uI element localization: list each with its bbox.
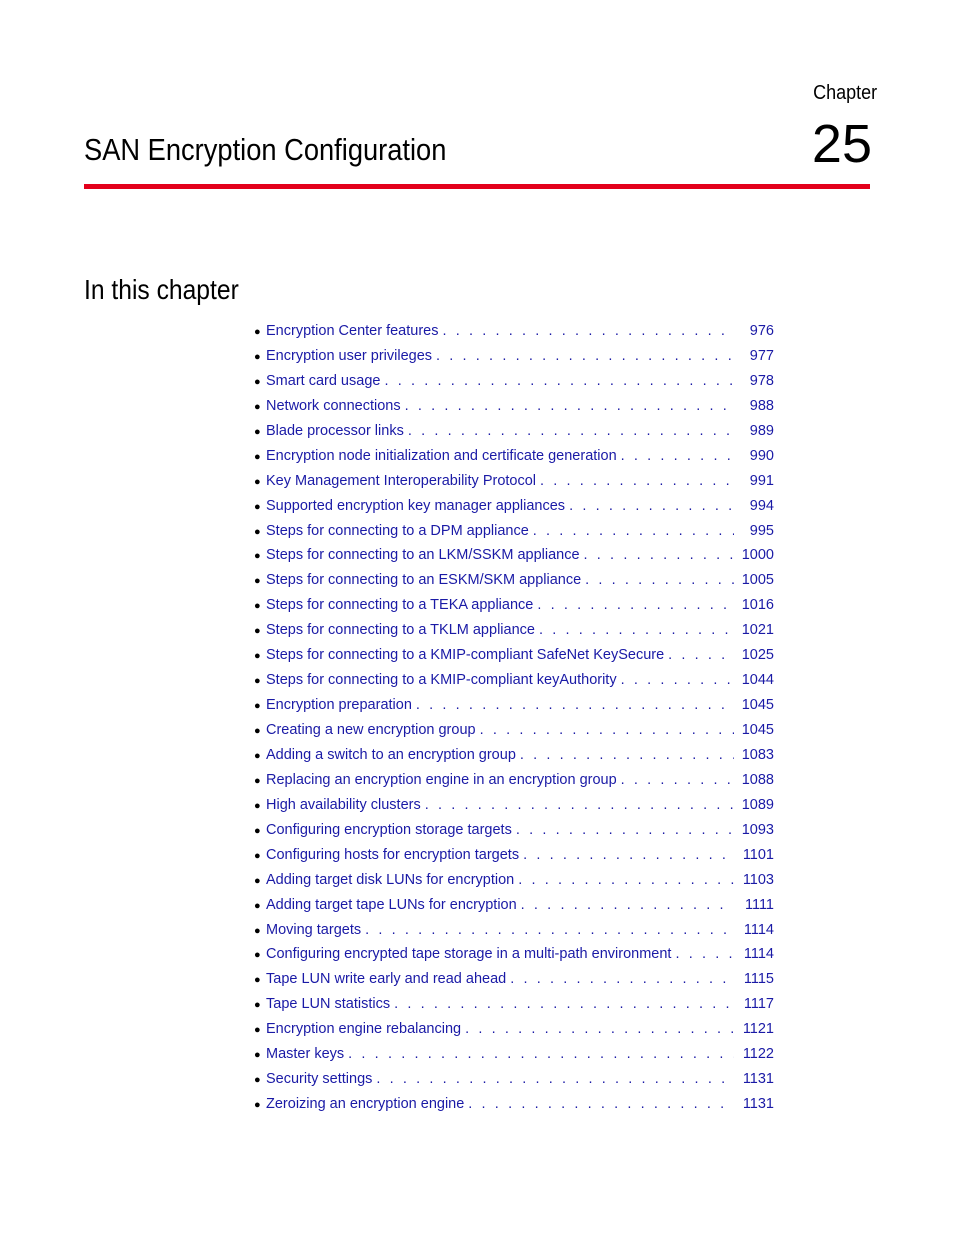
bullet-icon: ● bbox=[254, 500, 261, 513]
toc-entry-link[interactable] bbox=[266, 643, 774, 668]
dot-leader bbox=[518, 868, 734, 893]
bullet-icon: ● bbox=[254, 675, 261, 688]
toc-entry-page: 1101 bbox=[742, 846, 774, 863]
toc-entry bbox=[254, 344, 774, 369]
dot-leader bbox=[585, 568, 734, 593]
bullet-icon: ● bbox=[254, 874, 261, 887]
toc-entry-page: 990 bbox=[749, 447, 774, 464]
toc-entry-page: 1114 bbox=[743, 921, 774, 938]
toc-entry-page: 1045 bbox=[741, 697, 774, 714]
bullet-icon: ● bbox=[254, 824, 261, 837]
toc-entry-title: Encryption user privileges bbox=[266, 347, 433, 364]
bullet-icon: ● bbox=[254, 924, 261, 937]
toc-entry bbox=[254, 1067, 774, 1092]
dot-leader bbox=[465, 1017, 734, 1042]
toc-entry-page: 1122 bbox=[742, 1046, 774, 1063]
bullet-icon: ● bbox=[254, 425, 261, 438]
toc-entry-title: Blade processor links bbox=[266, 422, 404, 439]
dot-leader bbox=[408, 419, 734, 444]
toc-entry bbox=[254, 543, 774, 568]
toc-entry-page: 1088 bbox=[741, 771, 774, 788]
toc-entry-link[interactable] bbox=[266, 768, 774, 793]
toc-entry-title: Steps for connecting to a KMIP-compliant SafeNet KeySecure bbox=[266, 647, 665, 664]
bullet-icon: ● bbox=[254, 475, 261, 488]
dot-leader bbox=[516, 818, 734, 843]
chapter-number: 25 bbox=[811, 114, 872, 174]
bullet-icon: ● bbox=[254, 1049, 261, 1062]
toc-entry-page: 1103 bbox=[742, 871, 774, 888]
chapter-toc bbox=[254, 319, 774, 1117]
toc-entry bbox=[254, 643, 774, 668]
toc-entry-page: 1117 bbox=[743, 996, 774, 1013]
dot-leader bbox=[376, 1067, 734, 1092]
toc-entry-title: Configuring encrypted tape storage in a multi-path environment bbox=[266, 946, 672, 963]
toc-entry-title: Smart card usage bbox=[266, 372, 381, 389]
dot-leader bbox=[520, 743, 734, 768]
toc-entry-title: Steps for connecting to an ESKM/SKM appliance bbox=[266, 572, 582, 589]
bullet-icon: ● bbox=[254, 575, 261, 588]
toc-entry bbox=[254, 843, 774, 868]
chapter-label: Chapter bbox=[812, 82, 877, 104]
toc-entry-page: 991 bbox=[749, 472, 774, 489]
dot-leader bbox=[521, 893, 734, 918]
toc-entry-link[interactable] bbox=[266, 918, 774, 943]
toc-entry-title: Adding target tape LUNs for encryption bbox=[266, 896, 517, 913]
toc-entry-link[interactable] bbox=[266, 494, 774, 519]
toc-entry bbox=[254, 893, 774, 918]
bullet-icon: ● bbox=[254, 350, 261, 363]
toc-entry-link[interactable] bbox=[266, 1067, 774, 1092]
dot-leader bbox=[384, 369, 734, 394]
toc-entry-link[interactable] bbox=[266, 893, 774, 918]
dot-leader bbox=[405, 394, 734, 419]
toc-entry-title: Encryption Center features bbox=[266, 323, 439, 339]
toc-entry bbox=[254, 693, 774, 718]
toc-entry-link[interactable] bbox=[266, 718, 774, 743]
dot-leader bbox=[468, 1092, 734, 1117]
toc-entry-title: Steps for connecting to a TEKA appliance bbox=[266, 597, 534, 614]
bullet-icon: ● bbox=[254, 849, 261, 862]
toc-entry-page: 989 bbox=[749, 422, 774, 439]
toc-entry-link[interactable] bbox=[266, 992, 774, 1017]
toc-entry-page: 1045 bbox=[741, 722, 774, 738]
bullet-icon: ● bbox=[254, 375, 261, 388]
toc-entry-page: 1121 bbox=[742, 1021, 774, 1038]
dot-leader bbox=[510, 967, 734, 992]
toc-entry-link[interactable] bbox=[266, 818, 774, 843]
toc-entry-link[interactable] bbox=[266, 319, 774, 344]
toc-entry-title: Replacing an encryption engine in an encryption group bbox=[266, 771, 617, 788]
toc-entry-title: Steps for connecting to a TKLM appliance bbox=[266, 622, 535, 639]
dot-leader bbox=[540, 469, 734, 494]
dot-leader bbox=[539, 618, 734, 643]
toc-entry-page: 994 bbox=[749, 497, 774, 514]
toc-entry-page: 977 bbox=[749, 347, 774, 364]
toc-entry-link[interactable] bbox=[266, 693, 774, 718]
bullet-icon: ● bbox=[254, 326, 261, 338]
toc-entry bbox=[254, 469, 774, 494]
dot-leader bbox=[442, 319, 734, 344]
bullet-icon: ● bbox=[254, 600, 261, 613]
toc-entry-page: 1025 bbox=[741, 647, 774, 664]
toc-entry-page: 1131 bbox=[742, 1071, 774, 1088]
toc-entry-page: 1089 bbox=[741, 796, 774, 813]
toc-entry-title: Configuring encryption storage targets bbox=[266, 821, 512, 838]
dot-leader bbox=[436, 344, 734, 369]
toc-entry bbox=[254, 519, 774, 544]
toc-entry-link[interactable] bbox=[266, 1042, 774, 1067]
toc-entry-link[interactable] bbox=[266, 1092, 774, 1117]
dot-leader bbox=[621, 768, 734, 793]
toc-entry bbox=[254, 1017, 774, 1042]
bullet-icon: ● bbox=[254, 899, 261, 912]
toc-entry-page: 1114 bbox=[743, 946, 774, 963]
toc-entry bbox=[254, 942, 774, 967]
toc-entry-link[interactable] bbox=[266, 344, 774, 369]
toc-entry-title: Steps for connecting to a DPM appliance bbox=[266, 522, 529, 539]
toc-entry-page: 1021 bbox=[741, 622, 774, 639]
bullet-icon: ● bbox=[254, 749, 261, 762]
toc-entry bbox=[254, 668, 774, 693]
toc-entry bbox=[254, 319, 774, 344]
toc-entry-title: Creating a new encryption group bbox=[266, 722, 476, 738]
toc-entry-title: Zeroizing an encryption engine bbox=[266, 1096, 465, 1113]
dot-leader bbox=[668, 643, 734, 668]
toc-entry-page: 1111 bbox=[744, 896, 774, 913]
toc-entry-link[interactable] bbox=[266, 519, 774, 544]
toc-entry-link[interactable] bbox=[266, 419, 774, 444]
toc-entry-title: Tape LUN write early and read ahead bbox=[266, 971, 507, 988]
toc-entry-link[interactable] bbox=[266, 942, 774, 967]
toc-entry-title: Configuring hosts for encryption targets bbox=[266, 846, 520, 863]
toc-entry-link[interactable] bbox=[266, 593, 774, 618]
bullet-icon: ● bbox=[254, 1024, 261, 1037]
toc-entry-page: 1131 bbox=[742, 1096, 774, 1113]
toc-entry bbox=[254, 593, 774, 618]
dot-leader bbox=[675, 942, 734, 967]
bullet-icon: ● bbox=[254, 450, 261, 463]
bullet-icon: ● bbox=[254, 774, 261, 787]
toc-entry-page: 1044 bbox=[741, 672, 774, 689]
bullet-icon: ● bbox=[254, 625, 261, 638]
toc-entry-page: 1016 bbox=[741, 597, 774, 614]
bullet-icon: ● bbox=[254, 799, 261, 812]
dot-leader bbox=[348, 1042, 734, 1067]
toc-entry-page: 995 bbox=[749, 522, 774, 539]
toc-entry-title: Master keys bbox=[266, 1046, 345, 1063]
toc-entry-link[interactable] bbox=[266, 743, 774, 768]
toc-entry bbox=[254, 918, 774, 943]
toc-entry-title: Moving targets bbox=[266, 921, 362, 938]
chapter-title-rule bbox=[84, 184, 870, 189]
toc-entry bbox=[254, 1042, 774, 1067]
bullet-icon: ● bbox=[254, 999, 261, 1012]
toc-entry-title: Steps for connecting to an LKM/SSKM appliance bbox=[266, 547, 580, 564]
toc-entry bbox=[254, 369, 774, 394]
dot-leader bbox=[416, 693, 734, 718]
toc-entry-link[interactable] bbox=[266, 369, 774, 394]
dot-leader bbox=[537, 593, 734, 618]
toc-entry-link[interactable] bbox=[266, 967, 774, 992]
toc-entry-title: Security settings bbox=[266, 1071, 373, 1088]
toc-entry-page: 1000 bbox=[741, 547, 774, 564]
toc-entry-title: High availability clusters bbox=[266, 796, 421, 813]
section-heading: In this chapter bbox=[84, 274, 239, 305]
dot-leader bbox=[533, 519, 734, 544]
bullet-icon: ● bbox=[254, 525, 261, 538]
toc-entry-page: 988 bbox=[749, 397, 774, 414]
bullet-icon: ● bbox=[254, 1099, 261, 1112]
toc-entry-title: Supported encryption key manager appliances bbox=[266, 497, 566, 514]
bullet-icon: ● bbox=[254, 1074, 261, 1087]
bullet-icon: ● bbox=[254, 949, 261, 962]
toc-entry bbox=[254, 394, 774, 419]
toc-entry-link[interactable] bbox=[266, 668, 774, 693]
toc-entry-page: 1005 bbox=[741, 572, 774, 589]
toc-entry bbox=[254, 419, 774, 444]
bullet-icon: ● bbox=[254, 400, 261, 413]
toc-entry-page: 976 bbox=[749, 323, 774, 339]
dot-leader bbox=[569, 494, 734, 519]
toc-entry bbox=[254, 967, 774, 992]
toc-entry bbox=[254, 992, 774, 1017]
toc-entry-link[interactable] bbox=[266, 868, 774, 893]
toc-entry-page: 1083 bbox=[741, 746, 774, 763]
toc-entry-link[interactable] bbox=[266, 618, 774, 643]
toc-entry-link[interactable] bbox=[266, 469, 774, 494]
toc-entry-page: 1115 bbox=[743, 971, 774, 988]
toc-entry bbox=[254, 768, 774, 793]
toc-entry-link[interactable] bbox=[266, 543, 774, 568]
toc-entry bbox=[254, 568, 774, 593]
dot-leader bbox=[394, 992, 734, 1017]
toc-entry-link[interactable] bbox=[266, 843, 774, 868]
toc-entry-title: Encryption preparation bbox=[266, 697, 412, 714]
toc-entry-title: Network connections bbox=[266, 397, 401, 414]
toc-entry-title: Tape LUN statistics bbox=[266, 996, 391, 1013]
toc-entry bbox=[254, 793, 774, 818]
toc-entry bbox=[254, 444, 774, 469]
toc-entry-title: Encryption node initialization and certificate generation bbox=[266, 447, 617, 464]
toc-entry bbox=[254, 868, 774, 893]
toc-entry bbox=[254, 818, 774, 843]
toc-entry-link[interactable] bbox=[266, 793, 774, 818]
dot-leader bbox=[365, 918, 734, 943]
bullet-icon: ● bbox=[254, 650, 261, 663]
toc-entry-title: Steps for connecting to a KMIP-compliant keyAuthority bbox=[266, 672, 617, 689]
bullet-icon: ● bbox=[254, 550, 261, 563]
toc-entry-title: Encryption engine rebalancing bbox=[266, 1021, 462, 1038]
toc-entry-link[interactable] bbox=[266, 568, 774, 593]
toc-entry-page: 978 bbox=[749, 372, 774, 389]
dot-leader bbox=[523, 843, 734, 868]
toc-entry bbox=[254, 743, 774, 768]
toc-entry bbox=[254, 618, 774, 643]
dot-leader bbox=[425, 793, 734, 818]
dot-leader bbox=[480, 718, 734, 743]
toc-entry bbox=[254, 1092, 774, 1117]
toc-entry-link[interactable] bbox=[266, 444, 774, 469]
toc-entry bbox=[254, 494, 774, 519]
toc-entry-title: Key Management Interoperability Protocol bbox=[266, 472, 537, 489]
bullet-icon: ● bbox=[254, 725, 261, 737]
toc-entry-link[interactable] bbox=[266, 394, 774, 419]
toc-entry-link[interactable] bbox=[266, 1017, 774, 1042]
dot-leader bbox=[621, 444, 734, 469]
dot-leader bbox=[621, 668, 734, 693]
toc-entry bbox=[254, 718, 774, 743]
toc-entry-title: Adding a switch to an encryption group bbox=[266, 746, 516, 763]
chapter-title: SAN Encryption Configuration bbox=[84, 132, 447, 167]
dot-leader bbox=[584, 543, 734, 568]
bullet-icon: ● bbox=[254, 974, 261, 987]
toc-entry-title: Adding target disk LUNs for encryption bbox=[266, 871, 515, 888]
toc-entry-page: 1093 bbox=[741, 821, 774, 838]
bullet-icon: ● bbox=[254, 700, 261, 713]
